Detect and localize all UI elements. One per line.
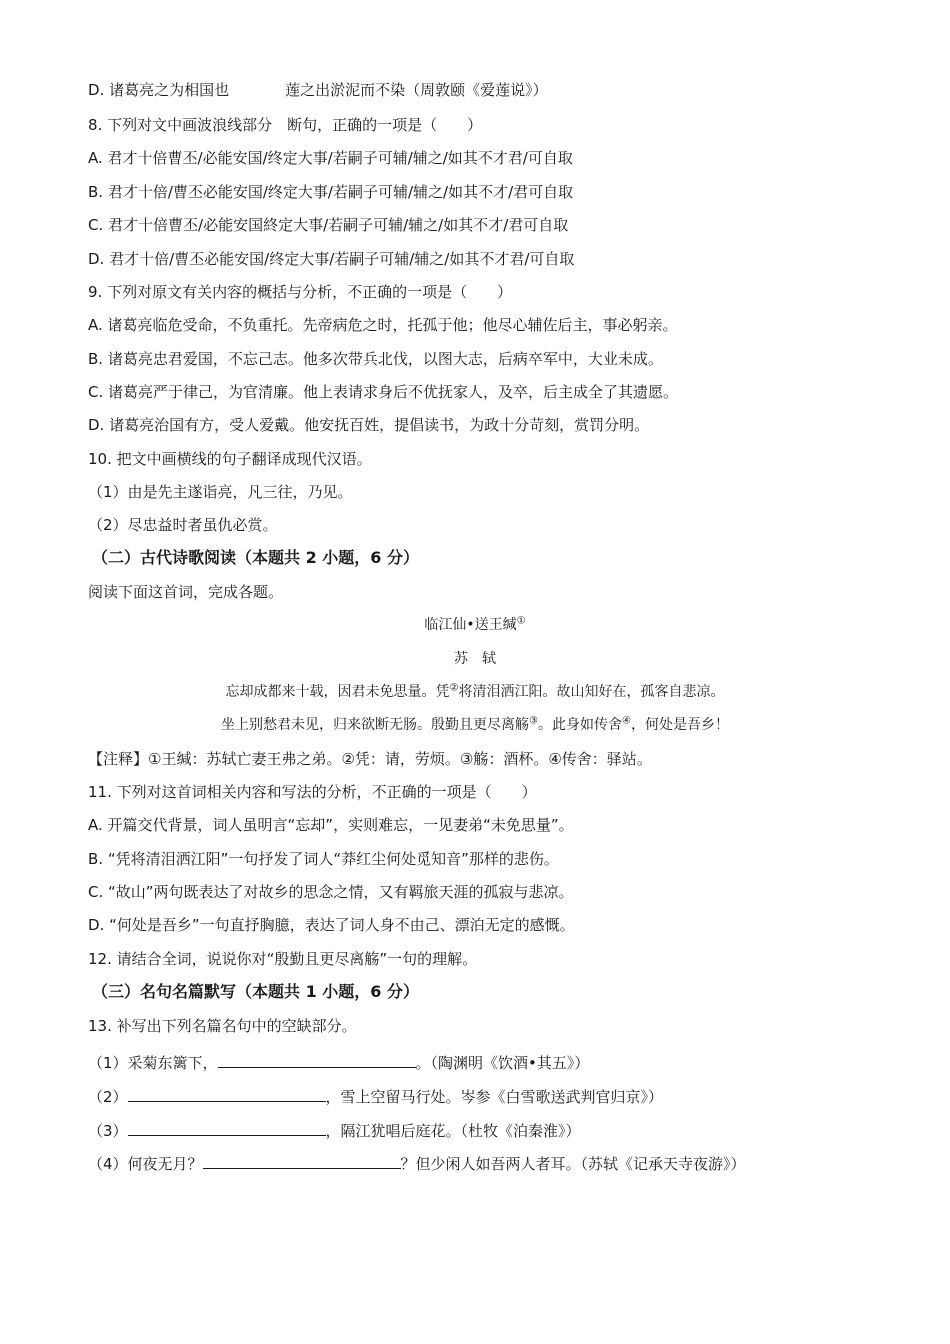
- q7-option-d-right: 莲之出淤泥而不染（周敦颐《爱莲说》）: [285, 81, 548, 99]
- q9-option-d: D. 诸葛亮治国有方，受人爱戴。他安抚百姓，提倡读书，为政十分苛刻，赏罚分明。: [88, 416, 650, 434]
- answer-blank-4[interactable]: [203, 1153, 401, 1169]
- q7-option-d: [88, 80, 548, 100]
- q11-stem: 11. 下列对这首词相关内容和写法的分析，不正确的一项是（ ）: [88, 783, 537, 801]
- fill-blank-4-prefix: （4）何夜无月？: [88, 1155, 203, 1173]
- poem-line-1-part-a: 忘却成都来十载，因君未免思量。凭: [225, 684, 450, 700]
- fill-blank-3: [88, 1120, 581, 1141]
- section-2-intro: 阅读下面这首词，完成各题。: [88, 583, 284, 601]
- fill-blank-2-prefix: （2）: [88, 1088, 128, 1106]
- q10-sentence-1: （1）由是先主遂诣亮，凡三往，乃见。: [88, 483, 353, 501]
- q11-option-b: B. “凭将清泪洒江阳”一句抒发了词人“莽红尘何处觅知音”那样的悲伤。: [88, 850, 559, 868]
- poem-line-2-part-b: 。此身如传舍: [538, 717, 622, 733]
- poem-author: 苏 轼: [454, 651, 496, 667]
- fill-blank-2-suffix: ，雪上空留马行处。岑参《白雪歌送武判官归京》）: [325, 1088, 664, 1106]
- section-2-title: （二）古代诗歌阅读（本题共 2 小题，6 分）: [92, 548, 419, 567]
- fill-blank-3-suffix: ，隔江犹唱后庭花。（杜牧《泊秦淮》）: [325, 1122, 581, 1140]
- fill-blank-3-prefix: （3）: [88, 1122, 128, 1140]
- poem-note-mark-4: ④: [622, 715, 631, 727]
- q9-option-a: A. 诸葛亮临危受命，不负重托。先帝病危之时，托孤于他；他尽心辅佐后主，事必躬亲。: [88, 316, 678, 334]
- poem-title: [0, 615, 950, 635]
- q8-stem: 8. 下列对文中画波浪线部分 断句，正确的一项是（ ）: [88, 116, 483, 134]
- q9-option-c: C. 诸葛亮严于律己，为官清廉。他上表请求身后不优抚家人，及卒，后主成全了其遗愿。: [88, 383, 679, 401]
- fill-blank-1-suffix: 。（陶渊明《饮酒•其五》）: [415, 1054, 590, 1072]
- poem-line-2-part-a: 坐上别愁君未见，归来欲断无肠。殷勤且更尽离觞: [221, 717, 530, 733]
- q8-option-b: B. 君才十倍/曹丕必能安国/终定大事/若嗣子可辅/辅之/如其不才/君可自取: [88, 183, 574, 201]
- section-3-title: （三）名句名篇默写（本题共 1 小题，6 分）: [92, 982, 419, 1001]
- q8-option-a: A. 君才十倍曹丕/必能安国/终定大事/若嗣子可辅/辅之/如其不才君/可自取: [88, 149, 573, 167]
- q10-stem: 10. 把文中画横线的句子翻译成现代汉语。: [88, 450, 372, 468]
- q9-stem: 9. 下列对原文有关内容的概括与分析，不正确的一项是（ ）: [88, 283, 513, 301]
- answer-blank-3[interactable]: [128, 1120, 326, 1136]
- fill-blank-4-suffix: ？但少闲人如吾两人者耳。（苏轼《记承天寺夜游》）: [400, 1155, 746, 1173]
- q11-option-d: D. “何处是吾乡”一句直抒胸臆，表达了词人身不由己、漂泊无定的感慨。: [88, 916, 575, 934]
- poem-title-note-mark: ①: [516, 615, 526, 627]
- answer-blank-2[interactable]: [128, 1086, 326, 1102]
- q9-option-b: B. 诸葛亮忠君爱国，不忘己志。他多次带兵北伐，以图大志，后病卒军中，大业未成。: [88, 350, 663, 368]
- q11-option-a: A. 开篇交代背景，词人虽明言“忘却”，实则难忘，一见妻弟“未免思量”。: [88, 816, 574, 834]
- poem-line-1: [0, 682, 950, 702]
- poem-line-2-part-c: ，何处是吾乡！: [630, 717, 729, 733]
- fill-blank-2: [88, 1086, 663, 1107]
- q7-option-d-left: D. 诸葛亮之为相国也: [88, 81, 230, 99]
- answer-blank-1[interactable]: [218, 1052, 416, 1068]
- q8-option-d: D. 君才十倍/曹丕必能安国/终定大事/若嗣子可辅/辅之/如其不才君/可自取: [88, 250, 575, 268]
- poem-note-mark-2: ②: [449, 682, 459, 694]
- fill-blank-1: [88, 1052, 589, 1073]
- poem-line-1-part-b: 将清泪洒江阳。故山知好在，孤客自悲凉。: [458, 684, 725, 700]
- poem-title-text: 临江仙•送王缄: [424, 617, 517, 633]
- poem-line-2: [0, 715, 950, 735]
- q8-option-c: C. 君才十倍曹丕/必能安国終定大事/若嗣子可辅/辅之/如其不才/君可自取: [88, 216, 569, 234]
- poem-annotation: 【注释】①王缄：苏轼亡妻王弗之弟。②凭：请，劳烦。③觞：酒杯。④传舍：驿站。: [88, 750, 652, 768]
- fill-blank-4: [88, 1153, 746, 1174]
- q10-sentence-2: （2）尽忠益时者虽仇必赏。: [88, 516, 278, 534]
- fill-blank-1-prefix: （1）采菊东篱下，: [88, 1054, 218, 1072]
- q11-option-c: C. “故山”两句既表达了对故乡的思念之情，又有羁旅天涯的孤寂与悲凉。: [88, 883, 574, 901]
- q13-stem: 13. 补写出下列名篇名句中的空缺部分。: [88, 1017, 357, 1035]
- poem-note-mark-3: ③: [529, 715, 538, 727]
- q12-stem: 12. 请结合全词，说说你对“殷勤且更尽离觞”一句的理解。: [88, 950, 478, 968]
